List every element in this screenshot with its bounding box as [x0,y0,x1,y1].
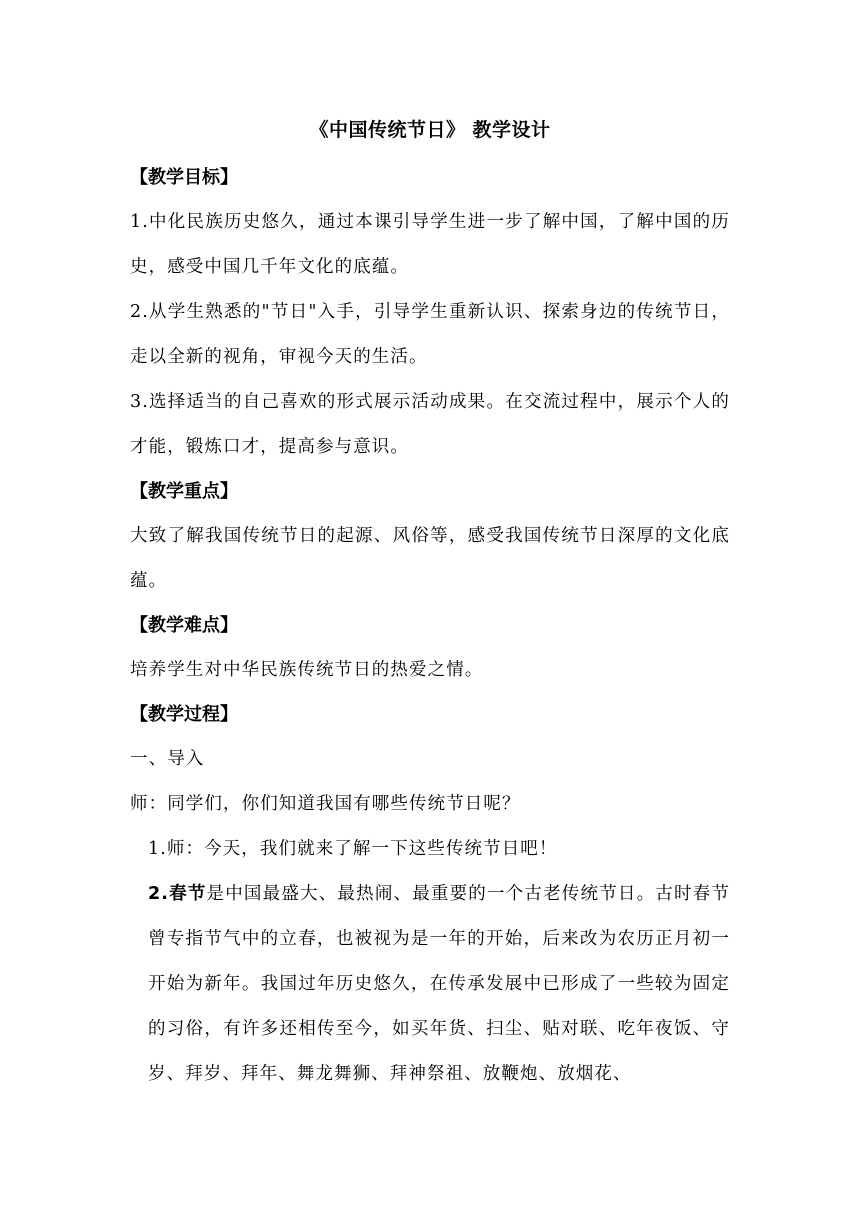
difficulties-text: 培养学生对中华民族传统节日的热爱之情。 [130,660,484,680]
objective-item-3: 3.选择适当的自己喜欢的形式展示活动成果。在交流过程中，展示个人的才能，锻炼口才，提高参与意识。 [130,392,730,457]
objective-item-1: 1.中化民族历史悠久，通过本课引导学生进一步了解中国，了解中国的历史，感受中国几千年文化的底蕴。 [130,212,730,277]
spring-festival-text: 是中国最盛大、最热闹、最重要的一个古老传统节日。古时春节曾专指节气中的立春，也被视为是一年的开始，后来改为农历正月初一开始为新年。我国过年历史悠久，在传承发展中已形成了一些较为固定的习俗，有许多还相传至今，如买年货、扫尘、贴对联、吃年夜饭、守岁、拜岁、拜年、舞龙舞狮、拜神祭祖、放鞭炮、放烟花、 [148,884,730,1084]
objective-item-2: 2.从学生熟悉的"节日"入手，引导学生重新认识、探索身边的传统节日，走以全新的视角，审视今天的生活。 [130,302,730,367]
intro-label: 一、导入 [130,749,205,769]
key-points-heading: 【教学重点】 [130,481,238,502]
process-heading: 【教学过程】 [130,704,238,725]
process-item-1: 1.师：今天，我们就来了解一下这些传统节日吧！ [148,839,558,859]
objectives-heading: 【教学目标】 [130,167,238,188]
document-page [130,110,730,1097]
process-item-2 [130,872,730,1097]
key-points-text: 大致了解我国传统节日的起源、风俗等，感受我国传统节日深厚的文化底蕴。 [130,526,730,591]
spring-festival-lead: 2.春节 [148,884,207,904]
teacher-question: 师：同学们，你们知道我国有哪些传统节日呢？ [130,794,521,814]
difficulties-heading: 【教学难点】 [130,615,238,636]
document-title: 《中国传统节日》 教学设计 [309,119,551,141]
